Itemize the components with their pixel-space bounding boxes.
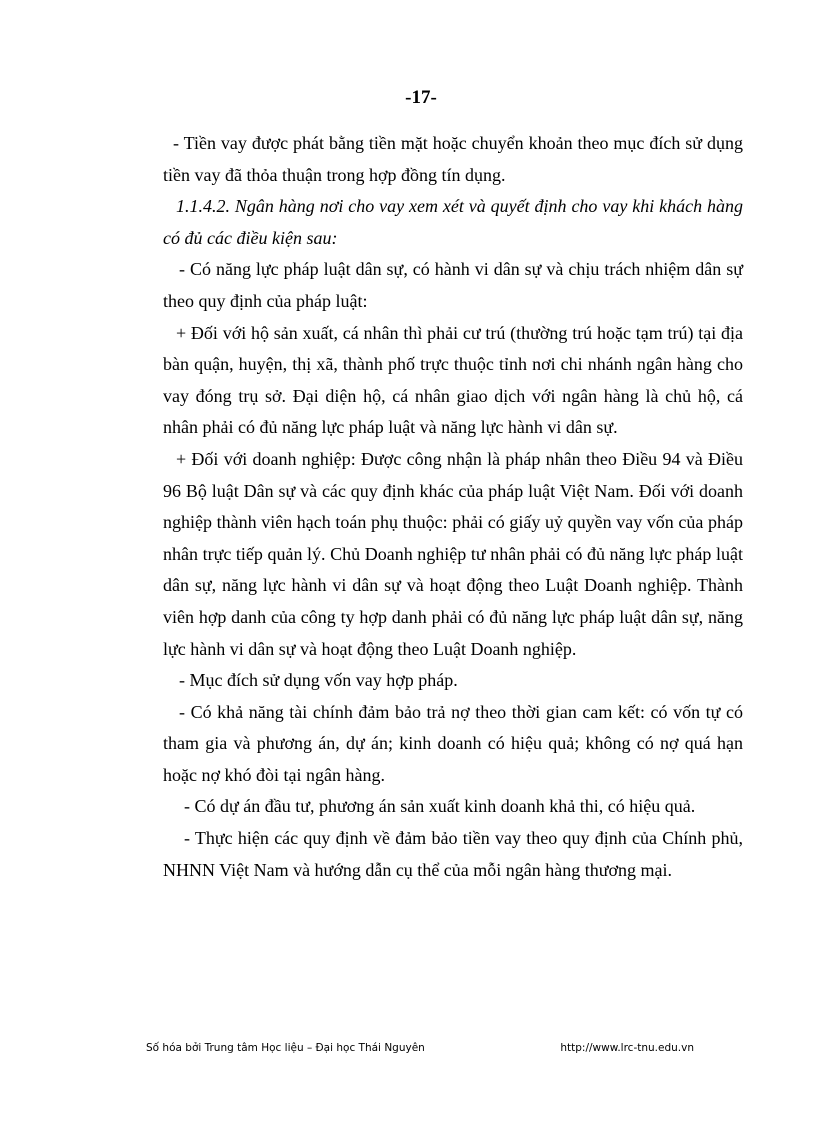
paragraph-households: + Đối với hộ sản xuất, cá nhân thì phải cư trú (thường trú hoặc tạm trú) tại địa bàn quận, huyện, thị xã, thành phố trực thuộc tỉnh nơi chi nhánh ngân hàng cho vay đóng trụ sở. Đại diện hộ, cá nhân giao dịch với ngân hàng là chủ hộ, cá nhân phải có đủ năng lực pháp luật và năng lực hành vi dân sự. bbox=[163, 322, 743, 438]
footer-url-link[interactable]: http://www.lrc-tnu.edu.vn bbox=[560, 1042, 694, 1054]
paragraph-civil-capacity: - Có năng lực pháp luật dân sự, có hành vi dân sự và chịu trách nhiệm dân sự theo quy định của pháp luật: bbox=[163, 259, 743, 311]
paragraph-financial-ability: - Có khả năng tài chính đảm bảo trả nợ theo thời gian cam kết: có vốn tự có tham gia và phương án, dự án; kinh doanh có hiệu quả; không có nợ quá hạn hoặc nợ khó đòi tại ngân hàng. bbox=[163, 701, 743, 785]
section-heading-1-1-4-2: 1.1.4.2. Ngân hàng nơi cho vay xem xét và quyết định cho vay khi khách hàng có đủ các điều kiện sau: bbox=[163, 196, 743, 248]
document-body bbox=[163, 128, 743, 886]
footer-digitization-credit: Số hóa bởi Trung tâm Học liệu – Đại học Thái Nguyên bbox=[146, 1042, 425, 1054]
paragraph-feasible-project: - Có dự án đầu tư, phương án sản xuất kinh doanh khả thi, có hiệu quả. bbox=[184, 796, 696, 817]
paragraph-enterprises: + Đối với doanh nghiệp: Được công nhận là pháp nhân theo Điều 94 và Điều 96 Bộ luật Dân sự và các quy định khác của pháp luật Việt Nam. Đối với doanh nghiệp thành viên hạch toán phụ thuộc: phải có giấy uỷ quyền vay vốn của pháp nhân trực tiếp quản lý. Chủ Doanh nghiệp tư nhân phải có đủ năng lực pháp luật dân sự, năng lực hành vi dân sự và hoạt động theo Luật Doanh nghiệp. Thành viên hợp danh của công ty hợp danh phải có đủ năng lực pháp luật dân sự, năng lực hành vi dân sự và hoạt động theo Luật Doanh nghiệp. bbox=[163, 448, 743, 659]
paragraph-loan-purpose: - Mục đích sử dụng vốn vay hợp pháp. bbox=[179, 670, 458, 691]
paragraph-disbursement: - Tiền vay được phát bằng tiền mặt hoặc chuyển khoản theo mục đích sử dụng tiền vay đã thỏa thuận trong hợp đồng tín dụng. bbox=[163, 133, 743, 185]
paragraph-loan-security: - Thực hiện các quy định về đảm bảo tiền vay theo quy định của Chính phủ, NHNN Việt Nam và hướng dẫn cụ thể của mỗi ngân hàng thương mại. bbox=[163, 828, 743, 880]
page-number: -17- bbox=[405, 87, 437, 108]
